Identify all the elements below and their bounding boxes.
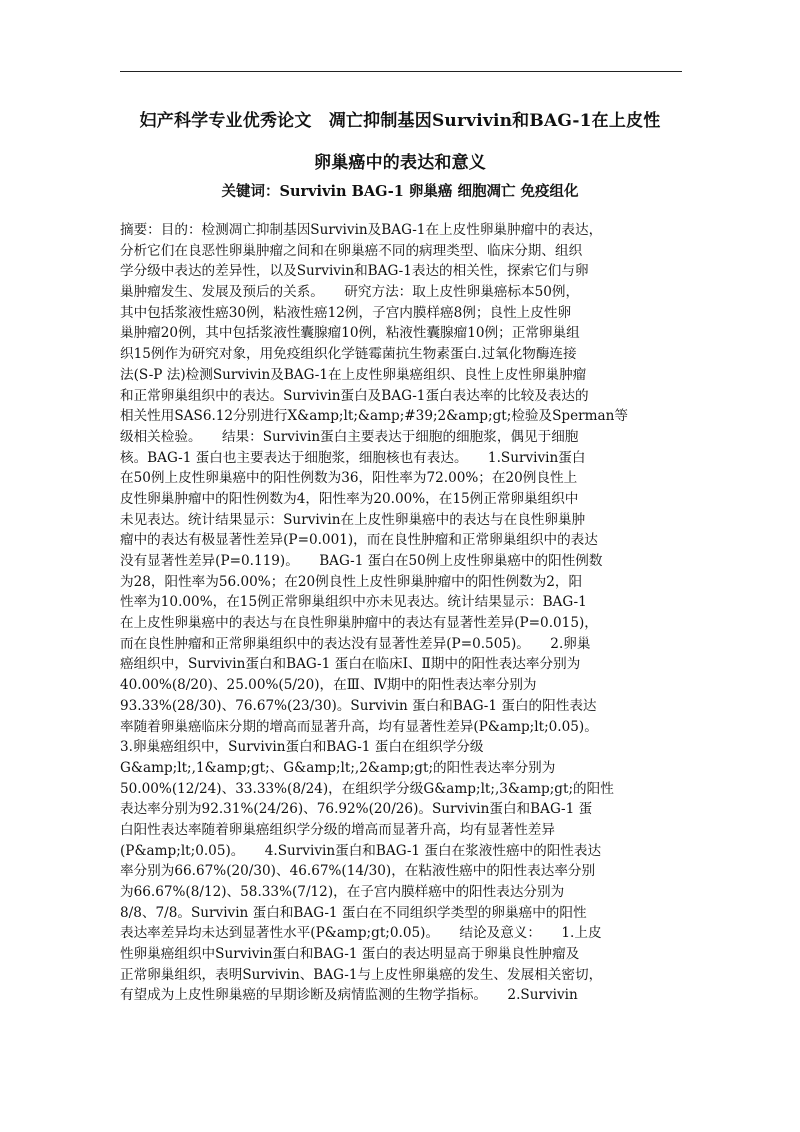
abstract-line: 巢肿瘤20例，其中包括浆液性囊腺瘤10例，粘液性囊腺瘤10例；正常卵巢组 xyxy=(120,325,580,342)
abstract-line: 有望成为上皮性卵巢癌的早期诊断及病情监测的生物学指标。 2.Survivin xyxy=(120,987,578,1004)
abstract-line: 分析它们在良恶性卵巢肿瘤之间和在卵巢癌不同的病理类型、临床分期、组织 xyxy=(120,242,583,259)
keywords-line: 关键词：Survivin BAG-1 卵巢癌 细胞凋亡 免疫组化 xyxy=(221,183,579,200)
abstract-line: 为28，阳性率为56.00%；在20例良性上皮性卵巢肿瘤中的阳性例数为2，阳 xyxy=(120,573,583,590)
abstract-line: 正常卵巢组织，表明Survivin、BAG-1与上皮性卵巢癌的发生、发展相关密切， xyxy=(120,966,603,983)
abstract-line: 表达率分别为92.31%(24/26)、76.92%(20/26)。Survivin蛋白和BAG-1 蛋 xyxy=(120,801,593,818)
abstract-line: 50.00%(12/24)、33.33%(8/24)，在组织学分级G&amp;lt;,3&amp;gt;的阳性 xyxy=(120,780,614,797)
abstract-line: 和正常卵巢组织中的表达。Survivin蛋白及BAG-1蛋白表达率的比较及表达的 xyxy=(120,387,589,404)
abstract-line: 核。BAG-1 蛋白也主要表达于细胞浆，细胞核也有表达。 1.Survivin蛋白 xyxy=(120,449,586,466)
abstract-line: 皮性卵巢肿瘤中的阳性例数为4，阳性率为20.00%，在15例正常卵巢组织中 xyxy=(120,490,579,507)
abstract-line: 40.00%(8/20)、25.00%(5/20)，在Ⅲ、Ⅳ期中的阳性表达率分别为 xyxy=(120,677,537,694)
paper-title-line-1: 妇产科学专业优秀论文 凋亡抑制基因Survivin和BAG-1在上皮性 xyxy=(139,111,661,131)
abstract-line: 93.33%(28/30)、76.67%(23/30)。Survivin 蛋白和BAG-1 蛋白的阳性表达 xyxy=(120,697,597,714)
paper-title-line-2: 卵巢癌中的表达和意义 xyxy=(314,153,486,173)
abstract-line: 癌组织中，Survivin蛋白和BAG-1 蛋白在临床Ⅰ、Ⅱ期中的阳性表达率分别为 xyxy=(120,656,581,673)
abstract-line: 为66.67%(8/12)、58.33%(7/12)，在子宫内膜样癌中的阳性表达分别为 xyxy=(120,884,565,900)
abstract-line: 相关性用SAS6.12分别进行X&amp;lt;&amp;#39;2&amp;gt;检验及Sperman等 xyxy=(120,408,628,425)
abstract-line: 其中包括浆液性癌30例，粘液性癌12例，子宫内膜样癌8例；良性上皮性卵 xyxy=(120,304,572,321)
abstract-line: 织15例作为研究对象，用免疫组织化学链霉菌抗生物素蛋白.过氧化物酶连接 xyxy=(120,346,577,363)
abstract-line: 表达率差异均未达到显著性水平(P&amp;gt;0.05)。 结论及意义： 1.上皮 xyxy=(120,925,602,942)
abstract-line: 没有显著性差异(P=0.119)。 BAG-1 蛋白在50例上皮性卵巢癌中的阳性例数 xyxy=(120,553,603,569)
abstract-line: (P&amp;lt;0.05)。 4.Survivin蛋白和BAG-1 蛋白在浆液性癌中的阳性表达 xyxy=(120,842,602,859)
abstract-line: 级相关检验。 结果：Survivin蛋白主要表达于细胞的细胞浆，偶见于细胞 xyxy=(120,428,579,445)
abstract-line: G&amp;lt;,1&amp;gt;、G&amp;lt;,2&amp;gt;的阳性表达率分别为 xyxy=(120,759,556,776)
abstract-line: 性率为10.00%，在15例正常卵巢组织中亦未见表达。统计结果显示：BAG-1 xyxy=(120,594,587,611)
abstract-line: 巢肿瘤发生、发展及预后的关系。 研究方法：取上皮性卵巢癌标本50例， xyxy=(120,284,580,301)
abstract-body xyxy=(120,220,685,1006)
abstract-line: 摘要：目的：检测凋亡抑制基因Survivin及BAG-1在上皮性卵巢肿瘤中的表达， xyxy=(120,222,603,238)
abstract-line: 法(S-P 法)检测Survivin及BAG-1在上皮性卵巢癌组织、良性上皮性卵巢肿瘤 xyxy=(120,366,587,383)
header-rule xyxy=(120,71,682,72)
abstract-line: 未见表达。统计结果显示：Survivin在上皮性卵巢癌中的表达与在良性卵巢肿 xyxy=(120,511,586,528)
abstract-line: 性卵巢癌组织中Survivin蛋白和BAG-1 蛋白的表达明显高于卵巢良性肿瘤及 xyxy=(120,946,580,963)
abstract-line: 8/8、7/8。Survivin 蛋白和BAG-1 蛋白在不同组织学类型的卵巢癌中的阳性 xyxy=(120,904,587,921)
abstract-line: 白阳性表达率随着卵巢癌组织学分级的增高而显著升高，均有显著性差异 xyxy=(120,821,555,838)
abstract-line: 学分级中表达的差异性，以及Survivin和BAG-1表达的相关性，探索它们与卵 xyxy=(120,263,589,280)
abstract-line: 在50例上皮性卵巢癌中的阳性例数为36，阳性率为72.00%；在20例良性上 xyxy=(120,470,578,487)
abstract-line: 在上皮性卵巢癌中的表达与在良性卵巢肿瘤中的表达有显著性差异(P=0.015)， xyxy=(120,615,598,632)
abstract-line: 3.卵巢癌组织中，Survivin蛋白和BAG-1 蛋白在组织学分级 xyxy=(120,739,484,756)
abstract-line: 率分别为66.67%(20/30)、46.67%(14/30)，在粘液性癌中的阳性表达率分别 xyxy=(120,863,596,880)
abstract-line: 瘤中的表达有极显著性差异(P=0.001)，而在良性肿瘤和正常卵巢组织中的表达 xyxy=(120,532,598,549)
abstract-line: 而在良性肿瘤和正常卵巢组织中的表达没有显著性差异(P=0.505)。 2.卵巢 xyxy=(120,635,591,652)
abstract-line: 率随着卵巢癌临床分期的增高而显著升高，均有显著性差异(P&amp;lt;0.05)。 xyxy=(120,718,598,735)
